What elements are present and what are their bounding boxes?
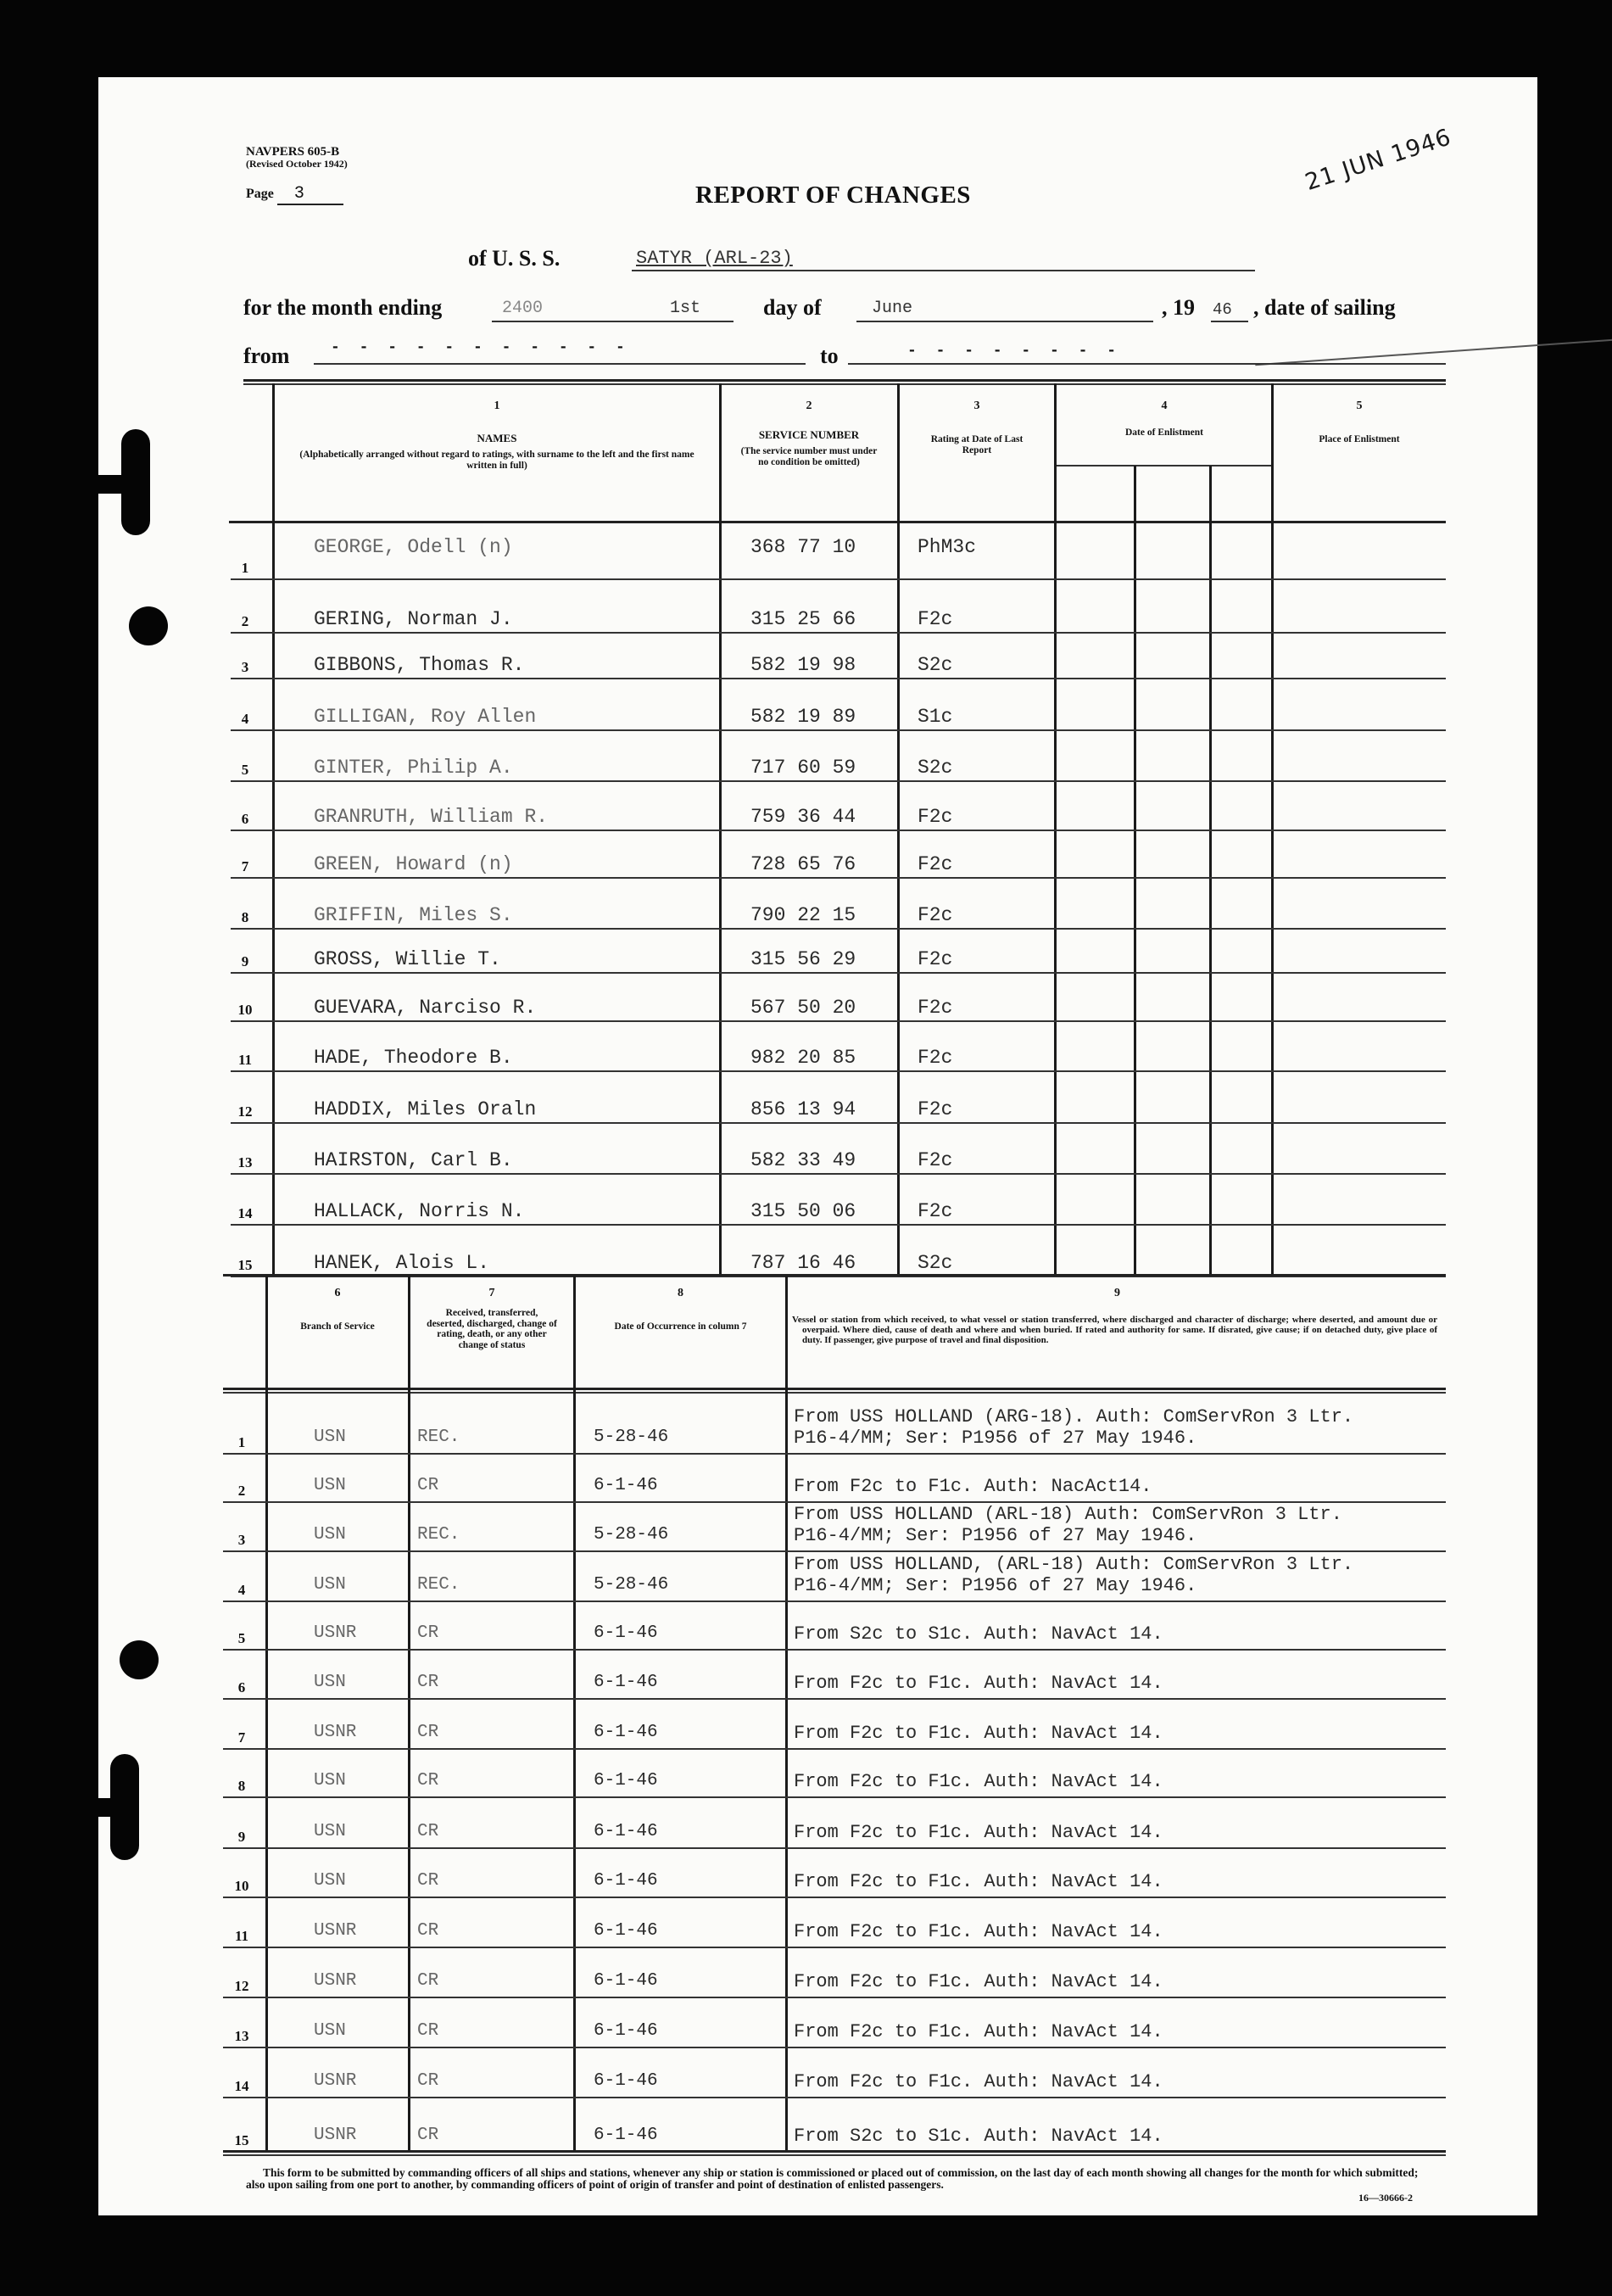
- col-header-branch: [268, 1288, 407, 1332]
- remarks: [794, 1554, 1353, 1596]
- lower-header-bottom-rule: [223, 1388, 1446, 1390]
- upper-row-rule: [231, 1020, 1446, 1022]
- rating: S2c: [918, 654, 953, 676]
- col-header-service-number: [722, 400, 895, 467]
- occurrence-date: 6-1-46: [594, 1822, 658, 1841]
- upper-row-rule: [231, 928, 1446, 930]
- row-number: 1: [241, 560, 249, 576]
- upper-row-rule: [231, 1224, 1446, 1226]
- form-paper: [98, 77, 1537, 2215]
- enlistment-date-subrule: [1055, 465, 1272, 466]
- day-of-label: day of: [763, 295, 822, 320]
- change-type: CR: [417, 1871, 439, 1891]
- branch-of-service: USN: [314, 1822, 346, 1841]
- remarks-line: From S2c to S1c. Auth: NavAct 14.: [794, 1623, 1163, 1645]
- form-id: [246, 146, 348, 170]
- row-number: 10: [234, 1878, 249, 1894]
- change-type: CR: [417, 1476, 439, 1495]
- col-num: 8: [678, 1287, 683, 1299]
- col-num: 4: [1161, 399, 1168, 412]
- row-number: 11: [237, 1052, 253, 1068]
- sailor-name: HANEK, Alois L.: [314, 1252, 490, 1274]
- remarks: [794, 2071, 1163, 2092]
- remarks: [794, 1871, 1163, 1892]
- row-number: 4: [237, 1582, 246, 1598]
- occurrence-date: 6-1-46: [594, 2126, 658, 2145]
- lower-row-rule: [223, 1748, 1446, 1750]
- rating: F2c: [918, 806, 953, 828]
- col-header-occurrence-date: [577, 1288, 784, 1332]
- col-num: 1: [494, 399, 500, 412]
- month-value: June: [872, 299, 913, 318]
- from-underline: [314, 363, 806, 365]
- col-num: 3: [973, 399, 980, 412]
- col-title: Vessel or station from which received, to what vessel or station transferred, where discharged and character of discharge; where deserted, and amount due or overpaid. Where died, cause of death and where and when buried. If rated and authority for same. If disrated, give cause; if on detached duty, give place of duty. If passenger, give purpose of travel and final disposition.: [792, 1315, 1437, 1345]
- rating: F2c: [918, 1098, 953, 1120]
- occurrence-date: 6-1-46: [594, 1771, 658, 1790]
- sailor-name: GROSS, Willie T.: [314, 948, 501, 970]
- to-value: - - - - - - - -: [907, 343, 1122, 360]
- sailor-name: GERING, Norman J.: [314, 608, 513, 630]
- row-number: 9: [237, 1829, 246, 1845]
- lower-vline-2: [408, 1276, 410, 2151]
- occurrence-date: 6-1-46: [594, 1476, 658, 1495]
- footer-instructions: This form to be submitted by commanding officers of all ships and stations, whenever any ship or station is commissioned or placed out of commission, on the last day of each month showing all changes for the month for which submitted; also upon sailing from one port to another, by commanding officers of point of origin of transfer and point of destination of enlisted passengers.: [246, 2166, 1419, 2191]
- service-number: 315 56 29: [750, 948, 856, 970]
- year-suffix: 46: [1213, 300, 1232, 319]
- row-number: 10: [237, 1002, 253, 1018]
- upper-row-rule: [231, 1070, 1446, 1072]
- lower-row-rule: [223, 1501, 1446, 1503]
- to-underline: [848, 363, 1446, 365]
- occurrence-date: 6-1-46: [594, 2021, 658, 2041]
- change-type: CR: [417, 2126, 439, 2145]
- col-note: (The service number must under no condition be omitted): [740, 446, 878, 467]
- branch-of-service: USN: [314, 2021, 346, 2041]
- service-number: 567 50 20: [750, 997, 856, 1019]
- lower-table-bottom-rule: [223, 2150, 1446, 2153]
- row-number: 1: [237, 1434, 246, 1450]
- lower-table-bottom-rule-2: [223, 2154, 1446, 2156]
- date-of-sailing-label: , date of sailing: [1253, 295, 1612, 321]
- branch-of-service: USN: [314, 1525, 346, 1545]
- row-number: 6: [237, 1679, 246, 1695]
- remarks-line: From USS HOLLAND (ARL-18) Auth: ComServRon 3 Ltr.: [794, 1504, 1342, 1525]
- row-number: 6: [241, 811, 249, 827]
- upper-row-rule: [231, 678, 1446, 679]
- upper-row-rule: [231, 578, 1446, 580]
- service-number: 582 19 89: [750, 706, 856, 728]
- branch-of-service: USN: [314, 1575, 346, 1595]
- branch-of-service: USNR: [314, 1723, 357, 1742]
- col-num: 2: [806, 399, 812, 412]
- change-type: CR: [417, 2071, 439, 2091]
- row-number: 13: [234, 2028, 249, 2044]
- sailor-name: HADE, Theodore B.: [314, 1047, 513, 1069]
- rating: S1c: [918, 706, 953, 728]
- row-number: 8: [237, 1778, 246, 1794]
- col-title: SERVICE NUMBER: [758, 428, 860, 441]
- remarks: [794, 1406, 1353, 1449]
- col-header-names: [276, 400, 717, 471]
- remarks-line: From F2c to F1c. Auth: NacAct14.: [794, 1476, 1152, 1497]
- occurrence-date: 6-1-46: [594, 1723, 658, 1742]
- occurrence-date: 5-28-46: [594, 1427, 669, 1447]
- page-label: Page: [246, 187, 274, 201]
- lower-row-rule: [223, 1600, 1446, 1602]
- binder-clip-top-stem: [98, 475, 132, 494]
- upper-row-rule: [231, 1122, 1446, 1124]
- lower-row-rule: [223, 1649, 1446, 1651]
- change-type: REC.: [417, 1525, 460, 1545]
- ship-line-label: of U. S. S.: [468, 246, 561, 271]
- occurrence-date: 6-1-46: [594, 2071, 658, 2091]
- change-type: REC.: [417, 1575, 460, 1595]
- branch-of-service: USN: [314, 1427, 346, 1447]
- occurrence-date: 5-28-46: [594, 1525, 669, 1545]
- change-type: CR: [417, 1771, 439, 1790]
- upper-row-rule: [231, 729, 1446, 731]
- lower-row-rule: [223, 1796, 1446, 1798]
- occurrence-date: 6-1-46: [594, 1971, 658, 1991]
- col-note: (Alphabetically arranged without regard to ratings, with surname to the left and the first name written in full): [299, 450, 694, 471]
- lower-row-rule: [223, 1847, 1446, 1849]
- row-number: 5: [241, 762, 249, 778]
- rating: F2c: [918, 948, 953, 970]
- service-number: 368 77 10: [750, 536, 856, 558]
- col-num: 7: [488, 1287, 495, 1299]
- remarks-line: From F2c to F1c. Auth: NavAct 14.: [794, 1921, 1163, 1942]
- branch-of-service: USNR: [314, 1921, 357, 1941]
- rating: F2c: [918, 1200, 953, 1222]
- from-label: from: [243, 344, 290, 368]
- occurrence-date: 6-1-46: [594, 1921, 658, 1941]
- col-num: 6: [334, 1287, 341, 1299]
- remarks-line: From F2c to F1c. Auth: NavAct 14.: [794, 1723, 1163, 1744]
- lower-row-rule: [223, 1897, 1446, 1898]
- col-num: 5: [1356, 399, 1363, 412]
- lower-row-rule: [223, 2097, 1446, 2098]
- branch-of-service: USN: [314, 1673, 346, 1692]
- change-type: CR: [417, 1673, 439, 1692]
- remarks: [794, 1623, 1163, 1645]
- upper-table-top-rule: [243, 379, 1446, 382]
- remarks-line: From USS HOLLAND (ARG-18). Auth: ComServRon 3 Ltr.: [794, 1406, 1354, 1427]
- rating: F2c: [918, 1047, 953, 1069]
- to-label: to: [820, 344, 839, 368]
- sailor-name: GRIFFIN, Miles S.: [314, 904, 513, 926]
- lower-table-top-rule: [223, 1274, 1446, 1276]
- ship-underline: [632, 270, 1255, 271]
- row-number: 7: [241, 858, 249, 874]
- col-title: Rating at Date of Last Report: [930, 434, 1024, 455]
- change-type: REC.: [417, 1427, 460, 1447]
- upper-vline-4a: [1134, 466, 1136, 1276]
- occurrence-date: 5-28-46: [594, 1575, 669, 1595]
- branch-of-service: USN: [314, 1871, 346, 1891]
- binder-hole-upper: [129, 606, 168, 645]
- form-print-number: 16—30666-2: [1358, 2192, 1413, 2204]
- remarks: [794, 1504, 1342, 1546]
- row-number: 12: [237, 1103, 253, 1120]
- received-date-stamp: 21 JUN 1946: [1302, 124, 1455, 196]
- lower-vline-1: [265, 1276, 268, 2151]
- page-title: REPORT OF CHANGES: [695, 182, 971, 209]
- remarks-line: From F2c to F1c. Auth: NavAct 14.: [794, 1673, 1163, 1694]
- sailor-name: GREEN, Howard (n): [314, 853, 513, 875]
- service-number: 759 36 44: [750, 806, 856, 828]
- remarks-line: P16-4/MM; Ser: P1956 of 27 May 1946.: [794, 1575, 1197, 1596]
- upper-row-rule: [231, 780, 1446, 782]
- col-header-rating: [901, 400, 1053, 455]
- row-number: 9: [241, 953, 249, 969]
- year-underline: [1211, 321, 1248, 322]
- month-ending-day: 1st: [670, 299, 701, 318]
- service-number: 315 25 66: [750, 608, 856, 630]
- sailor-name: GEORGE, Odell (n): [314, 536, 513, 558]
- page-number: 3: [277, 184, 343, 205]
- remarks-line: From F2c to F1c. Auth: NavAct 14.: [794, 1971, 1163, 1992]
- upper-table-top-rule-2: [243, 383, 1446, 385]
- remarks-line: From F2c to F1c. Auth: NavAct 14.: [794, 2071, 1163, 2092]
- month-ending-typed: 2400: [502, 299, 544, 318]
- month-underline: [856, 321, 1153, 322]
- remarks: [794, 1921, 1163, 1942]
- rating: S2c: [918, 757, 953, 779]
- branch-of-service: USNR: [314, 1971, 357, 1991]
- remarks: [794, 2126, 1163, 2147]
- service-number: 315 50 06: [750, 1200, 856, 1222]
- rating: F2c: [918, 997, 953, 1019]
- lower-vline-4: [785, 1276, 788, 2151]
- lower-vline-3: [573, 1276, 576, 2151]
- col-header-remarks: [789, 1288, 1446, 1345]
- change-type: CR: [417, 1921, 439, 1941]
- col-title: Date of Occurrence in column 7: [614, 1321, 747, 1332]
- sailor-name: HAIRSTON, Carl B.: [314, 1149, 513, 1171]
- sailor-name: HADDIX, Miles Oraln: [314, 1098, 537, 1120]
- binder-hole-lower: [120, 1640, 159, 1679]
- lower-row-rule: [223, 2047, 1446, 2048]
- branch-of-service: USNR: [314, 2071, 357, 2091]
- remarks: [794, 1673, 1163, 1694]
- upper-row-rule: [231, 972, 1446, 974]
- col-header-enlistment-date: [1057, 400, 1271, 439]
- occurrence-date: 6-1-46: [594, 1871, 658, 1891]
- service-number: 717 60 59: [750, 757, 856, 779]
- change-type: CR: [417, 2021, 439, 2041]
- remarks: [794, 1771, 1163, 1792]
- lower-row-rule: [223, 1947, 1446, 1948]
- change-type: CR: [417, 1971, 439, 1991]
- upper-row-rule: [231, 632, 1446, 634]
- lower-row-rule: [223, 1997, 1446, 1998]
- remarks-line: From F2c to F1c. Auth: NavAct 14.: [794, 1871, 1163, 1892]
- col-title: NAMES: [477, 432, 517, 444]
- service-number: 787 16 46: [750, 1252, 856, 1274]
- col-title: Branch of Service: [300, 1321, 375, 1332]
- row-number: 15: [234, 2132, 249, 2148]
- branch-of-service: USNR: [314, 1623, 357, 1643]
- row-number: 13: [237, 1154, 253, 1170]
- row-number: 4: [241, 711, 249, 727]
- rating: PhM3c: [918, 536, 977, 558]
- row-number: 14: [237, 1205, 253, 1221]
- service-number: 982 20 85: [750, 1047, 856, 1069]
- from-value: - - - - - - - - - - -: [331, 339, 630, 356]
- sailor-name: GRANRUTH, William R.: [314, 806, 549, 828]
- month-ending-label: for the month ending: [243, 295, 443, 320]
- upper-vline-4b: [1209, 466, 1212, 1276]
- sailor-name: GINTER, Philip A.: [314, 757, 513, 779]
- row-number: 3: [237, 1532, 246, 1548]
- col-title: Place of Enlistment: [1319, 434, 1400, 444]
- branch-of-service: USN: [314, 1771, 346, 1790]
- remarks: [794, 1723, 1163, 1744]
- remarks-line: From F2c to F1c. Auth: NavAct 14.: [794, 2021, 1163, 2042]
- row-number: 5: [237, 1630, 246, 1646]
- ship-name: SATYR (ARL-23): [636, 248, 793, 269]
- lower-row-rule: [223, 1453, 1446, 1455]
- row-number: 15: [237, 1257, 253, 1273]
- change-type: CR: [417, 1623, 439, 1643]
- branch-of-service: USNR: [314, 2126, 357, 2145]
- occurrence-date: 6-1-46: [594, 1673, 658, 1692]
- upper-row-rule: [231, 830, 1446, 831]
- remarks-line: P16-4/MM; Ser: P1956 of 27 May 1946.: [794, 1427, 1197, 1449]
- upper-header-bottom-rule: [229, 521, 1446, 523]
- rating: F2c: [918, 1149, 953, 1171]
- row-number: 7: [237, 1729, 246, 1746]
- remarks-line: From F2c to F1c. Auth: NavAct 14.: [794, 1771, 1163, 1792]
- row-number: 2: [237, 1483, 246, 1499]
- col-header-change-type: [411, 1288, 572, 1350]
- row-number: 8: [241, 909, 249, 925]
- row-number: 11: [234, 1928, 249, 1944]
- occurrence-date: 6-1-46: [594, 1623, 658, 1643]
- row-number: 2: [241, 613, 249, 629]
- rating: F2c: [918, 608, 953, 630]
- lower-row-rule: [223, 1698, 1446, 1700]
- service-number: 728 65 76: [750, 853, 856, 875]
- rating: S2c: [918, 1252, 953, 1274]
- sailor-name: HALLACK, Norris N.: [314, 1200, 525, 1222]
- service-number: 790 22 15: [750, 904, 856, 926]
- col-num: 9: [1114, 1287, 1120, 1299]
- remarks: [794, 1476, 1152, 1497]
- branch-of-service: USN: [314, 1476, 346, 1495]
- sailor-name: GILLIGAN, Roy Allen: [314, 706, 537, 728]
- sailor-name: GUEVARA, Narciso R.: [314, 997, 537, 1019]
- remarks: [794, 1971, 1163, 1992]
- remarks: [794, 1822, 1163, 1843]
- remarks-line: From F2c to F1c. Auth: NavAct 14.: [794, 1822, 1163, 1843]
- page-field: [246, 184, 343, 205]
- remarks-line: From S2c to S1c. Auth: NavAct 14.: [794, 2126, 1163, 2147]
- row-number: 14: [234, 2078, 249, 2094]
- upper-row-rule: [231, 877, 1446, 879]
- rating: F2c: [918, 853, 953, 875]
- month-ending-underline: [492, 321, 733, 322]
- lower-row-rule: [223, 1550, 1446, 1552]
- change-type: CR: [417, 1723, 439, 1742]
- upper-row-rule: [231, 1173, 1446, 1175]
- sailor-name: GIBBONS, Thomas R.: [314, 654, 525, 676]
- rating: F2c: [918, 904, 953, 926]
- form-revision: (Revised October 1942): [246, 158, 348, 170]
- remarks-line: From USS HOLLAND, (ARL-18) Auth: ComServRon 3 Ltr.: [794, 1554, 1354, 1575]
- row-number: 12: [234, 1978, 249, 1994]
- service-number: 856 13 94: [750, 1098, 856, 1120]
- col-title: Received, transferred, deserted, discharged, change of rating, death, or any other change of status: [427, 1308, 557, 1350]
- col-header-enlistment-place: [1275, 400, 1444, 445]
- service-number: 582 33 49: [750, 1149, 856, 1171]
- remarks: [794, 2021, 1163, 2042]
- col-title: Date of Enlistment: [1125, 427, 1203, 438]
- row-number: 3: [241, 659, 249, 675]
- lower-header-bottom-rule-2: [223, 1392, 1446, 1394]
- form-code: NAVPERS 605-B: [246, 145, 340, 159]
- service-number: 582 19 98: [750, 654, 856, 676]
- year-prefix: , 19: [1162, 295, 1195, 320]
- remarks-line: P16-4/MM; Ser: P1956 of 27 May 1946.: [794, 1525, 1197, 1546]
- binder-clip-bottom-stem: [98, 1798, 124, 1817]
- change-type: CR: [417, 1822, 439, 1841]
